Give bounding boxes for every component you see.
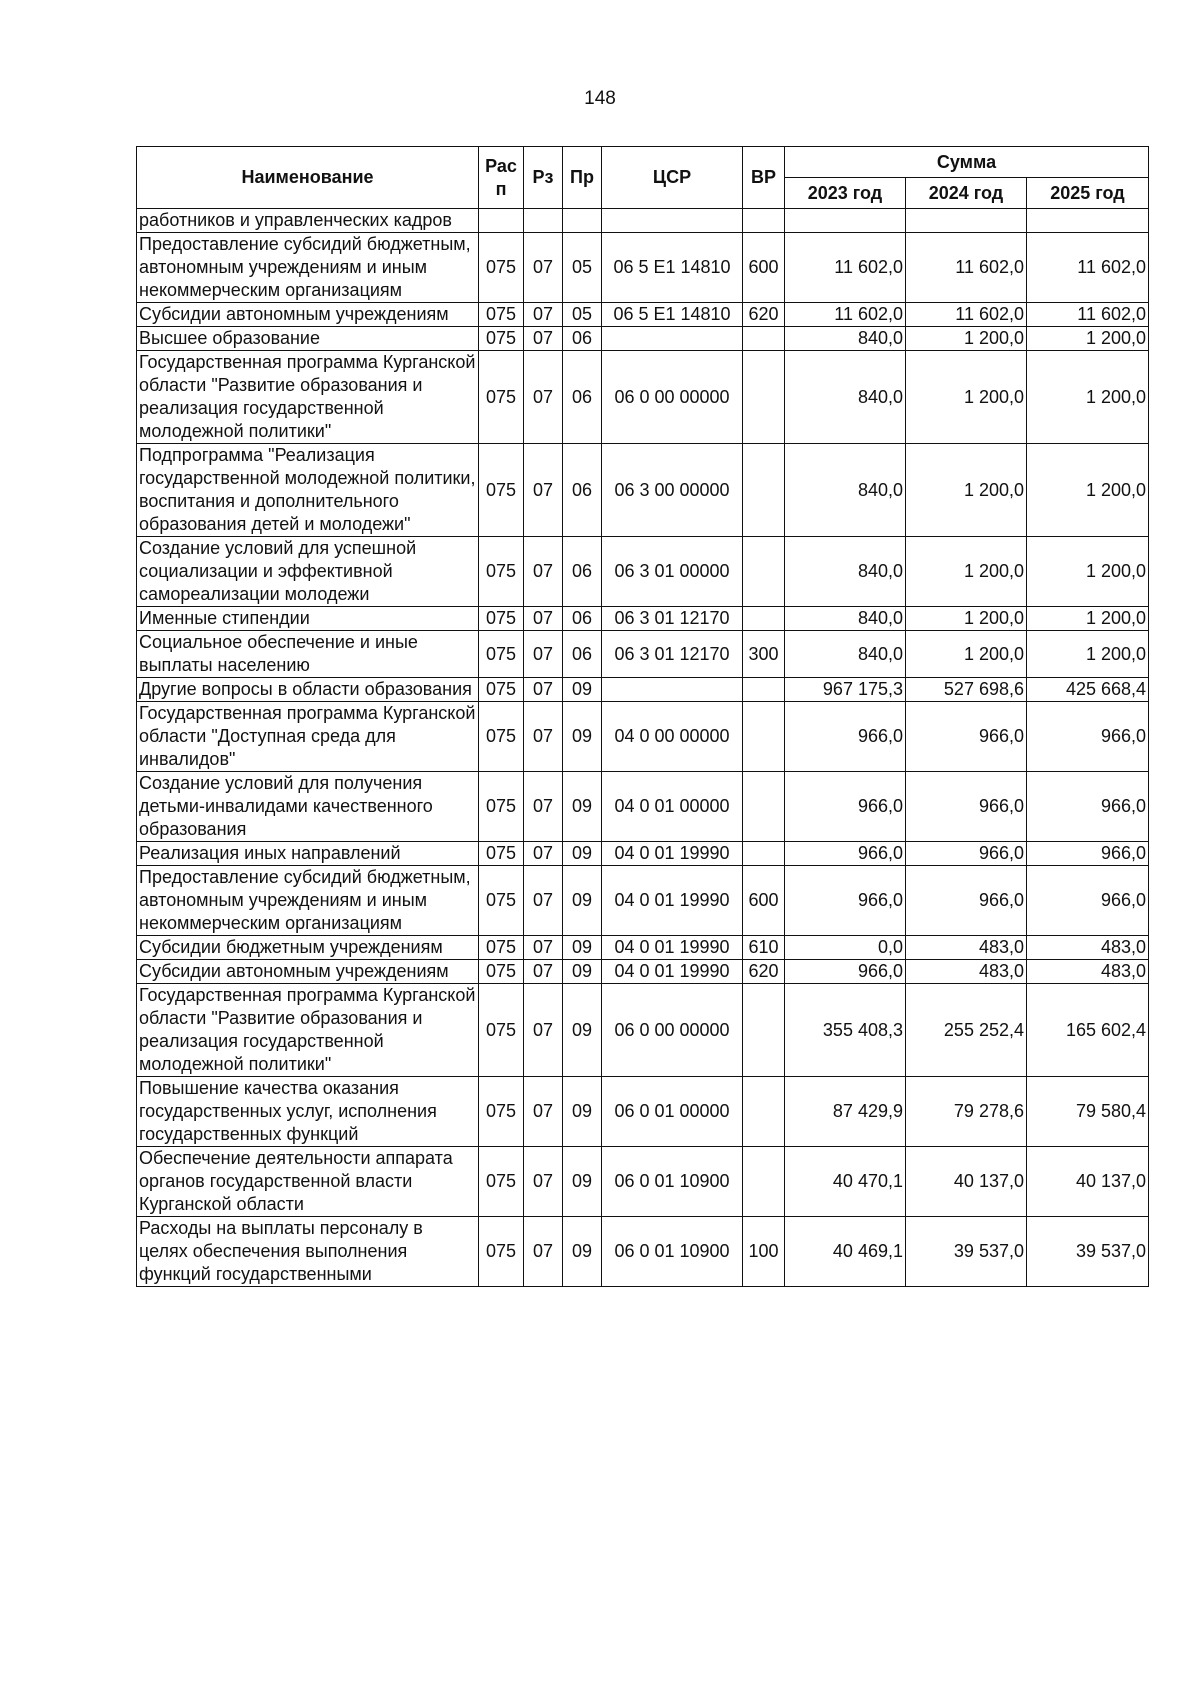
cell-rz: 07 — [524, 1077, 563, 1147]
cell-vr — [743, 702, 785, 772]
cell-2024 — [906, 209, 1027, 233]
cell-vr: 600 — [743, 233, 785, 303]
cell-name: Предоставление субсидий бюджетным, автономным учреждениям и иным некоммерческим организациям — [137, 233, 479, 303]
cell-rz: 07 — [524, 444, 563, 537]
table-row — [137, 984, 1149, 1077]
cell-name: Создание условий для успешной социализации и эффективной самореализации молодежи — [137, 537, 479, 607]
cell-2024: 79 278,6 — [906, 1077, 1027, 1147]
cell-pr: 09 — [563, 678, 602, 702]
cell-csr: 04 0 01 19990 — [602, 866, 743, 936]
cell-vr: 620 — [743, 303, 785, 327]
cell-csr: 06 3 01 12170 — [602, 631, 743, 678]
cell-rasp: 075 — [479, 444, 524, 537]
cell-pr: 09 — [563, 1077, 602, 1147]
cell-pr: 06 — [563, 607, 602, 631]
cell-2025: 165 602,4 — [1027, 984, 1149, 1077]
header-year-2023: 2023 год — [785, 178, 906, 209]
cell-rz: 07 — [524, 303, 563, 327]
cell-rasp: 075 — [479, 303, 524, 327]
cell-rasp: 075 — [479, 678, 524, 702]
cell-vr: 600 — [743, 866, 785, 936]
cell-2024: 11 602,0 — [906, 303, 1027, 327]
cell-2024: 483,0 — [906, 936, 1027, 960]
cell-csr — [602, 327, 743, 351]
cell-rz: 07 — [524, 936, 563, 960]
cell-name: Субсидии бюджетным учреждениям — [137, 936, 479, 960]
table-row — [137, 631, 1149, 678]
cell-rz: 07 — [524, 327, 563, 351]
cell-rz: 07 — [524, 1217, 563, 1287]
cell-rasp: 075 — [479, 233, 524, 303]
cell-rasp: 075 — [479, 631, 524, 678]
cell-2025 — [1027, 209, 1149, 233]
table-header — [137, 147, 1149, 209]
cell-rasp: 075 — [479, 866, 524, 936]
cell-rasp: 075 — [479, 772, 524, 842]
table-row — [137, 1147, 1149, 1217]
header-sum: Сумма — [785, 147, 1149, 178]
cell-pr — [563, 209, 602, 233]
cell-rasp: 075 — [479, 936, 524, 960]
cell-rz: 07 — [524, 1147, 563, 1217]
cell-vr: 100 — [743, 1217, 785, 1287]
cell-name: Предоставление субсидий бюджетным, автономным учреждениям и иным некоммерческим организациям — [137, 866, 479, 936]
cell-pr: 09 — [563, 1217, 602, 1287]
cell-rasp: 075 — [479, 1077, 524, 1147]
cell-2024: 483,0 — [906, 960, 1027, 984]
cell-2024: 1 200,0 — [906, 537, 1027, 607]
cell-2025: 1 200,0 — [1027, 327, 1149, 351]
cell-csr: 04 0 01 19990 — [602, 936, 743, 960]
table-row — [137, 351, 1149, 444]
cell-2025: 1 200,0 — [1027, 631, 1149, 678]
cell-2023: 840,0 — [785, 351, 906, 444]
table-row — [137, 607, 1149, 631]
cell-csr: 06 0 01 10900 — [602, 1147, 743, 1217]
header-csr: ЦСР — [602, 147, 743, 209]
cell-rz: 07 — [524, 984, 563, 1077]
cell-2023: 840,0 — [785, 631, 906, 678]
cell-name: Государственная программа Курганской области "Развитие образования и реализация государственной молодежной политики" — [137, 351, 479, 444]
cell-name: работников и управленческих кадров — [137, 209, 479, 233]
cell-2023: 11 602,0 — [785, 233, 906, 303]
cell-rasp — [479, 209, 524, 233]
cell-2025: 1 200,0 — [1027, 444, 1149, 537]
cell-2025: 966,0 — [1027, 866, 1149, 936]
cell-rz: 07 — [524, 702, 563, 772]
header-year-2024: 2024 год — [906, 178, 1027, 209]
cell-2025: 39 537,0 — [1027, 1217, 1149, 1287]
cell-rasp: 075 — [479, 702, 524, 772]
header-vr: ВР — [743, 147, 785, 209]
cell-csr — [602, 209, 743, 233]
table-row — [137, 842, 1149, 866]
cell-2023: 966,0 — [785, 702, 906, 772]
cell-pr: 06 — [563, 327, 602, 351]
cell-name: Другие вопросы в области образования — [137, 678, 479, 702]
budget-table — [136, 146, 1149, 1287]
cell-2024: 966,0 — [906, 702, 1027, 772]
table-row — [137, 772, 1149, 842]
cell-rz: 07 — [524, 537, 563, 607]
cell-name: Обеспечение деятельности аппарата органов государственной власти Курганской области — [137, 1147, 479, 1217]
cell-name: Расходы на выплаты персоналу в целях обеспечения выполнения функций государственными — [137, 1217, 479, 1287]
header-rz: Рз — [524, 147, 563, 209]
cell-rz: 07 — [524, 631, 563, 678]
header-year-2025: 2025 год — [1027, 178, 1149, 209]
cell-csr: 06 0 01 10900 — [602, 1217, 743, 1287]
cell-rz: 07 — [524, 866, 563, 936]
cell-2025: 1 200,0 — [1027, 351, 1149, 444]
cell-2023: 840,0 — [785, 537, 906, 607]
table-body — [137, 209, 1149, 1287]
cell-rz: 07 — [524, 607, 563, 631]
cell-2023: 355 408,3 — [785, 984, 906, 1077]
cell-vr — [743, 984, 785, 1077]
cell-pr: 06 — [563, 537, 602, 607]
cell-csr: 06 5 E1 14810 — [602, 303, 743, 327]
cell-vr — [743, 842, 785, 866]
header-name: Наименование — [137, 147, 479, 209]
cell-2025: 1 200,0 — [1027, 607, 1149, 631]
cell-2024: 11 602,0 — [906, 233, 1027, 303]
cell-csr — [602, 678, 743, 702]
cell-2025: 966,0 — [1027, 842, 1149, 866]
cell-2024: 966,0 — [906, 772, 1027, 842]
cell-name: Государственная программа Курганской области "Доступная среда для инвалидов" — [137, 702, 479, 772]
cell-2025: 40 137,0 — [1027, 1147, 1149, 1217]
cell-name: Субсидии автономным учреждениям — [137, 960, 479, 984]
cell-name: Реализация иных направлений — [137, 842, 479, 866]
cell-2023: 87 429,9 — [785, 1077, 906, 1147]
cell-rz: 07 — [524, 960, 563, 984]
cell-2024: 39 537,0 — [906, 1217, 1027, 1287]
cell-2023: 966,0 — [785, 842, 906, 866]
cell-vr: 620 — [743, 960, 785, 984]
table-row — [137, 209, 1149, 233]
cell-csr: 06 0 00 00000 — [602, 984, 743, 1077]
cell-name: Социальное обеспечение и иные выплаты населению — [137, 631, 479, 678]
cell-2023: 840,0 — [785, 607, 906, 631]
table-row — [137, 960, 1149, 984]
cell-rasp: 075 — [479, 351, 524, 444]
cell-csr: 06 3 01 00000 — [602, 537, 743, 607]
cell-rz: 07 — [524, 351, 563, 444]
cell-name: Высшее образование — [137, 327, 479, 351]
cell-2024: 255 252,4 — [906, 984, 1027, 1077]
cell-2025: 483,0 — [1027, 960, 1149, 984]
cell-2025: 966,0 — [1027, 702, 1149, 772]
cell-pr: 09 — [563, 936, 602, 960]
cell-csr: 06 0 01 00000 — [602, 1077, 743, 1147]
table-row — [137, 327, 1149, 351]
cell-rasp: 075 — [479, 984, 524, 1077]
table-row — [137, 866, 1149, 936]
cell-2023: 40 470,1 — [785, 1147, 906, 1217]
cell-rasp: 075 — [479, 327, 524, 351]
cell-2023: 840,0 — [785, 327, 906, 351]
table-row — [137, 678, 1149, 702]
cell-2024: 1 200,0 — [906, 351, 1027, 444]
cell-name: Именные стипендии — [137, 607, 479, 631]
cell-2023: 966,0 — [785, 866, 906, 936]
cell-rasp: 075 — [479, 1217, 524, 1287]
cell-csr: 06 5 E1 14810 — [602, 233, 743, 303]
cell-2024: 40 137,0 — [906, 1147, 1027, 1217]
cell-pr: 09 — [563, 772, 602, 842]
cell-rz — [524, 209, 563, 233]
table-row — [137, 1077, 1149, 1147]
cell-2024: 1 200,0 — [906, 444, 1027, 537]
cell-2023: 966,0 — [785, 772, 906, 842]
table-row — [137, 303, 1149, 327]
cell-2024: 527 698,6 — [906, 678, 1027, 702]
cell-2024: 1 200,0 — [906, 607, 1027, 631]
cell-2023: 11 602,0 — [785, 303, 906, 327]
cell-rasp: 075 — [479, 842, 524, 866]
cell-rz: 07 — [524, 678, 563, 702]
cell-2024: 1 200,0 — [906, 327, 1027, 351]
cell-vr — [743, 209, 785, 233]
cell-name: Государственная программа Курганской области "Развитие образования и реализация государственной молодежной политики" — [137, 984, 479, 1077]
table-row — [137, 702, 1149, 772]
cell-csr: 04 0 01 19990 — [602, 960, 743, 984]
cell-vr — [743, 327, 785, 351]
table-row — [137, 1217, 1149, 1287]
cell-vr — [743, 444, 785, 537]
cell-vr: 610 — [743, 936, 785, 960]
cell-csr: 04 0 01 19990 — [602, 842, 743, 866]
cell-2024: 1 200,0 — [906, 631, 1027, 678]
cell-pr: 09 — [563, 702, 602, 772]
cell-2024: 966,0 — [906, 842, 1027, 866]
cell-pr: 09 — [563, 960, 602, 984]
cell-csr: 06 3 01 12170 — [602, 607, 743, 631]
cell-pr: 05 — [563, 233, 602, 303]
cell-vr — [743, 607, 785, 631]
cell-vr — [743, 1077, 785, 1147]
cell-pr: 09 — [563, 866, 602, 936]
header-pr: Пр — [563, 147, 602, 209]
table-row — [137, 537, 1149, 607]
cell-rz: 07 — [524, 233, 563, 303]
cell-2023: 967 175,3 — [785, 678, 906, 702]
cell-2024: 966,0 — [906, 866, 1027, 936]
cell-vr — [743, 537, 785, 607]
cell-vr — [743, 772, 785, 842]
cell-name: Повышение качества оказания государственных услуг, исполнения государственных функций — [137, 1077, 479, 1147]
header-rasp: Рас п — [479, 147, 524, 209]
cell-vr — [743, 678, 785, 702]
cell-csr: 06 3 00 00000 — [602, 444, 743, 537]
cell-name: Подпрограмма "Реализация государственной молодежной политики, воспитания и дополнительного образования детей и молодежи" — [137, 444, 479, 537]
cell-2025: 483,0 — [1027, 936, 1149, 960]
table-row — [137, 233, 1149, 303]
cell-vr: 300 — [743, 631, 785, 678]
cell-csr: 04 0 00 00000 — [602, 702, 743, 772]
cell-name: Создание условий для получения детьми-инвалидами качественного образования — [137, 772, 479, 842]
cell-pr: 06 — [563, 444, 602, 537]
cell-2023: 40 469,1 — [785, 1217, 906, 1287]
cell-csr: 04 0 01 00000 — [602, 772, 743, 842]
cell-2023 — [785, 209, 906, 233]
cell-2023: 840,0 — [785, 444, 906, 537]
cell-vr — [743, 351, 785, 444]
cell-2025: 79 580,4 — [1027, 1077, 1149, 1147]
cell-pr: 06 — [563, 631, 602, 678]
table-row — [137, 936, 1149, 960]
cell-2025: 425 668,4 — [1027, 678, 1149, 702]
cell-rasp: 075 — [479, 1147, 524, 1217]
cell-vr — [743, 1147, 785, 1217]
cell-rz: 07 — [524, 842, 563, 866]
cell-rz: 07 — [524, 772, 563, 842]
cell-2025: 11 602,0 — [1027, 233, 1149, 303]
cell-name: Субсидии автономным учреждениям — [137, 303, 479, 327]
cell-rasp: 075 — [479, 607, 524, 631]
cell-rasp: 075 — [479, 960, 524, 984]
cell-pr: 05 — [563, 303, 602, 327]
cell-pr: 09 — [563, 842, 602, 866]
cell-pr: 09 — [563, 1147, 602, 1217]
cell-2025: 966,0 — [1027, 772, 1149, 842]
table-row — [137, 444, 1149, 537]
cell-csr: 06 0 00 00000 — [602, 351, 743, 444]
cell-pr: 06 — [563, 351, 602, 444]
page-number: 148 — [584, 88, 616, 109]
cell-2023: 0,0 — [785, 936, 906, 960]
cell-2025: 1 200,0 — [1027, 537, 1149, 607]
cell-rasp: 075 — [479, 537, 524, 607]
cell-2025: 11 602,0 — [1027, 303, 1149, 327]
cell-2023: 966,0 — [785, 960, 906, 984]
cell-pr: 09 — [563, 984, 602, 1077]
